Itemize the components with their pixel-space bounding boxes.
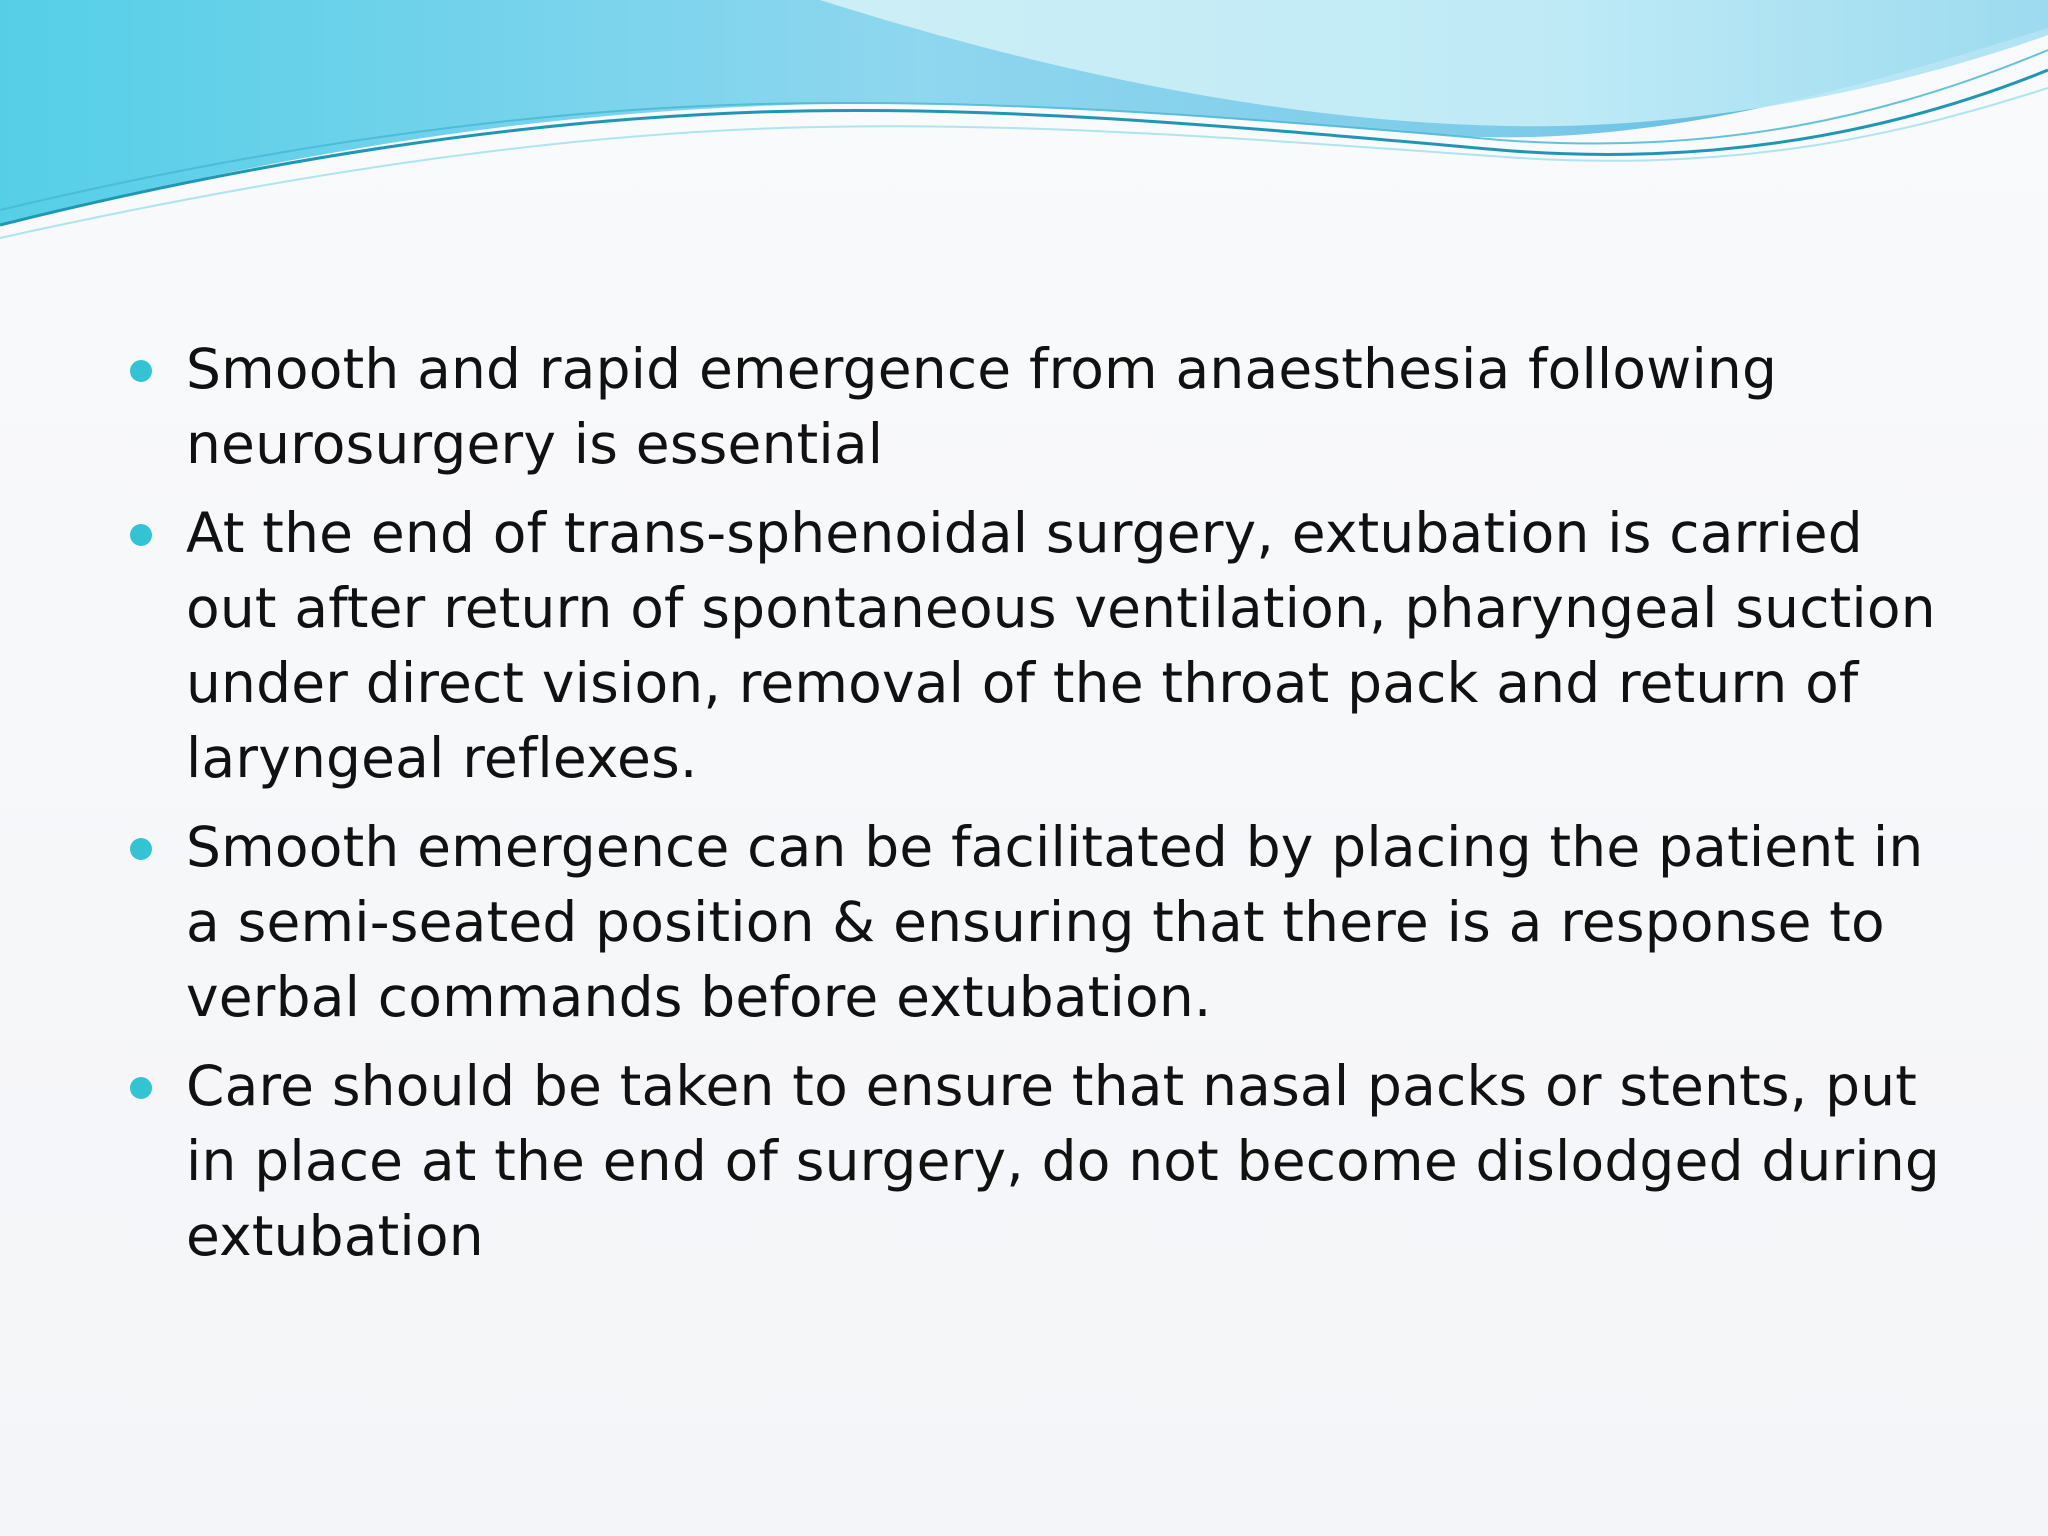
bullet-item <box>120 1049 1940 1274</box>
bullet-dot-icon <box>130 838 152 860</box>
bullet-item <box>120 332 1940 482</box>
bullet-dot-icon <box>130 1077 152 1099</box>
bullet-text: Smooth and rapid emergence from anaesthesia following neurosurgery is essential <box>186 337 1778 476</box>
bullet-dot-icon <box>130 524 152 546</box>
header-wave-decoration <box>0 0 2048 240</box>
bullet-dot-icon <box>130 360 152 382</box>
slide-content <box>120 332 1940 1288</box>
bullet-text: At the end of trans-sphenoidal surgery, extubation is carried out after return of spontaneous ventilation, pharyngeal suction under direct vision, removal of the throat pack and return of laryngeal reflexes. <box>186 501 1936 790</box>
bullet-text: Care should be taken to ensure that nasal packs or stents, put in place at the end of surgery, do not become dislodged during extubation <box>186 1054 1941 1268</box>
bullet-text: Smooth emergence can be facilitated by placing the patient in a semi-seated position & ensuring that there is a response to verbal commands before extubation. <box>186 815 1924 1029</box>
bullet-item <box>120 810 1940 1035</box>
bullet-item <box>120 496 1940 796</box>
bullet-list <box>120 332 1940 1274</box>
